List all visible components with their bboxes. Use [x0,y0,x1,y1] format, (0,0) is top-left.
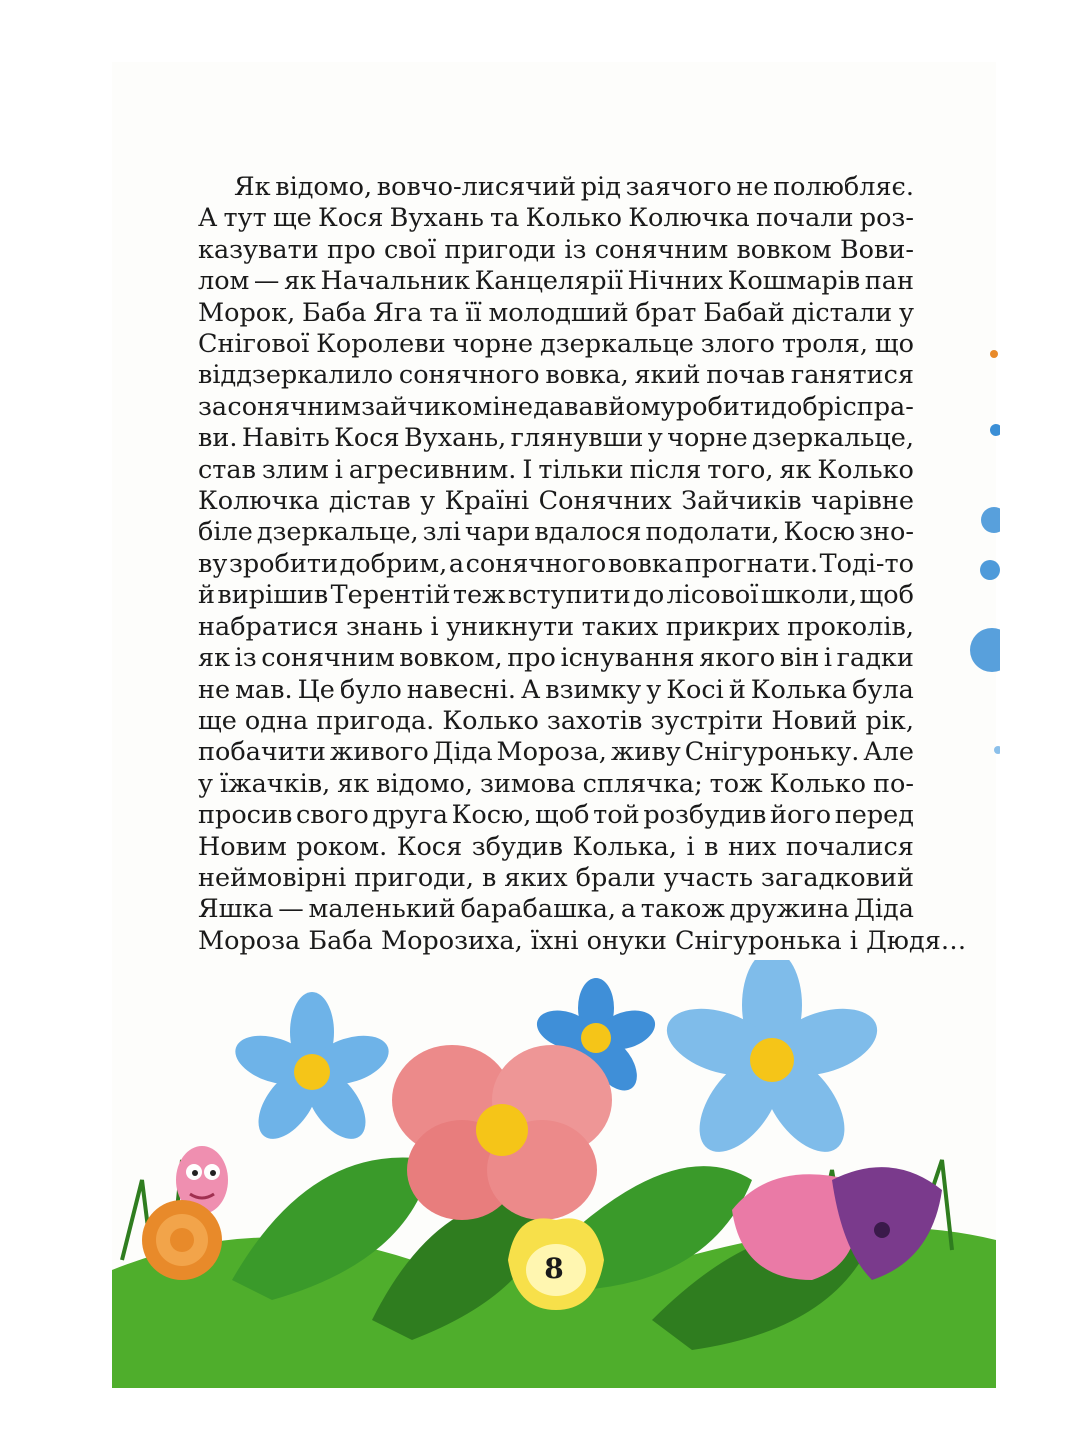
blue-flower-icon [229,992,395,1149]
text-line: Морок, Баба Яга та її молодший брат Бабай дістали у [198,297,914,328]
text-line: віддзеркалило сонячного вовка, який почав ганятися [198,360,914,391]
text-line: побачити живого Діда Мороза, живу Снігуроньку. Але [198,737,914,768]
text-line: просив свого друга Косю, щоб той розбудив його перед [198,800,914,831]
story-paragraph [198,172,967,957]
blue-dot-icon [994,746,1000,754]
text-line: Колючка дістав у Країні Сонячних Зайчиків чарівне [198,486,914,517]
text-line: Снігової Королеви чорне дзеркальце злого троля, що [198,329,914,360]
snail-icon [142,1146,228,1280]
pink-flower-icon [392,1045,612,1220]
blue-dot-icon [981,507,1000,533]
text-line: ще одна пригода. Колько захотів зустріти Новий рік, [198,705,914,736]
text-line: біле дзеркальце, злі чари вдалося подолати, Косю зно- [198,517,914,548]
text-line: неймовірні пригоди, в яких брали участь загадковий [198,862,914,893]
text-line: став злим і агресивним. І тільки після того, як Колько [198,454,914,485]
flowers-illustration [112,960,996,1388]
text-line: за сонячним зайчиком і не давав йому робити добрі спра- [198,391,914,422]
text-line: лом — як Начальник Канцелярії Нічних Кошмарів пан [198,266,914,297]
text-line: у їжачків, як відомо, зимова сплячка; тож Колько по- [198,768,914,799]
text-line: Як відомо, вовчо-лисячий рід заячого не полюбляє. [234,172,914,202]
text-line: ву зробити добрим, а сонячного вовка прогнати. Тоді-то [198,548,914,579]
orange-dot-icon [990,350,998,358]
blue-dot-icon [980,560,1000,580]
text-line: Новим роком. Кося збудив Колька, і в них почалися [198,831,914,862]
text-line: набратися знань і уникнути таких прикрих проколів, [198,611,914,642]
text-line: ви. Навіть Кося Вухань, глянувши у чорне дзеркальце, [198,423,914,454]
blue-dot-icon [970,628,1000,672]
blue-dot-icon [990,424,1000,436]
text-line: Яшка — маленький барабашка, а також дружина Діда [198,894,914,925]
decorative-blue-dots [960,330,1000,770]
text-line: не мав. Це було навесні. А взимку у Косі й Колька була [198,674,914,705]
text-line: Мороза Баба Морозиха, їхні онуки Снігуронька і Дюдя… [198,925,967,956]
page-number: 8 [544,1252,564,1285]
text-line: як із сонячним вовком, про існування якого він і гадки [198,643,914,674]
text-line: А тут ще Кося Вухань та Колько Колючка почали роз- [198,203,914,234]
text-line: казувати про свої пригоди із сонячним вовком Вови- [198,234,914,265]
text-line: й вирішив Терентій теж вступити до лісової школи, щоб [198,580,914,611]
blue-flower-icon [658,960,885,1166]
